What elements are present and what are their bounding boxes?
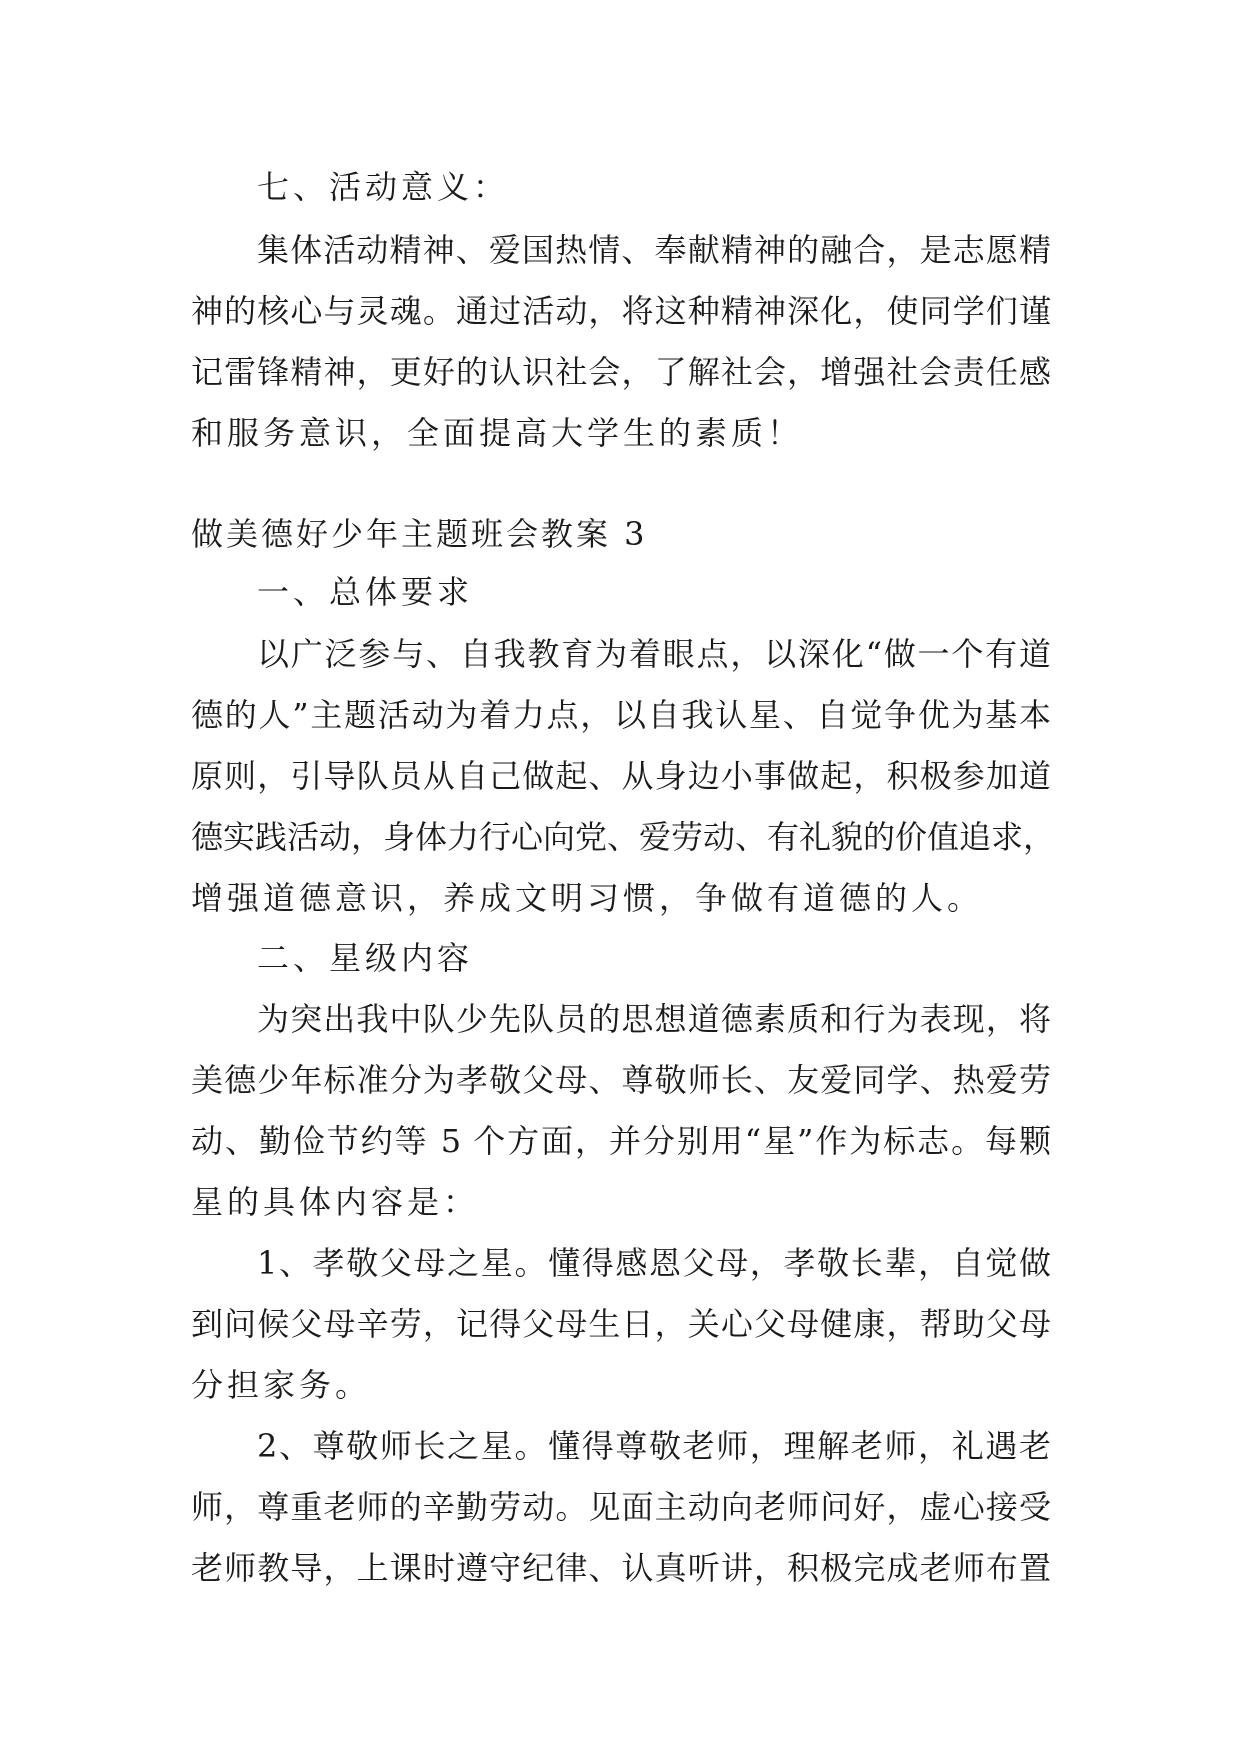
paragraph-line: 为突出我中队少先队员的思想道德素质和行为表现，将 [257,1000,1051,1038]
paragraph-line: 以广泛参与、自我教育为着眼点，以深化“做一个有道 [257,635,1051,673]
section-heading: 一、总体要求 [257,573,474,611]
paragraph-line: 德实践活动，身体力行心向党、爱劳动、有礼貌的价值追求， [191,818,1056,856]
list-item-line: 2、尊敬师长之星。懂得尊敬老师，理解老师，礼遇老 [257,1427,1051,1465]
paragraph-line: 和服务意识，全面提高大学生的素质！ [191,414,804,452]
paragraph-line: 美德少年标准分为孝敬父母、尊敬师长、友爱同学、热爱劳 [191,1061,1051,1099]
paragraph-line: 德的人”主题活动为着力点，以自我认星、自觉争优为基本 [191,696,1051,734]
section-heading: 二、星级内容 [257,939,474,977]
paragraph-line: 集体活动精神、爱国热情、奉献精神的融合，是志愿精 [257,231,1051,269]
paragraph-line: 记雷锋精神，更好的认识社会，了解社会，增强社会责任感 [191,353,1051,391]
paragraph-line: 动、勤俭节约等 5 个方面，并分别用“星”作为标志。每颗 [191,1122,1051,1160]
list-item-line: 到问候父母辛劳，记得父母生日，关心父母健康，帮助父母 [191,1305,1051,1343]
section-heading: 七、活动意义： [257,168,510,206]
list-item-line: 老师教导，上课时遵守纪律、认真听讲，积极完成老师布置 [191,1549,1051,1587]
paragraph-line: 原则，引导队员从自己做起、从身边小事做起，积极参加道 [191,757,1051,795]
list-item-line: 1、孝敬父母之星。懂得感恩父母，孝敬长辈，自觉做 [257,1244,1051,1282]
paragraph-line: 增强道德意识，养成文明习惯，争做有道德的人。 [191,879,984,917]
document-title: 做美德好少年主题班会教案 3 [191,515,648,553]
list-item-line: 师，尊重老师的辛勤劳动。见面主动向老师问好，虚心接受 [191,1488,1051,1526]
paragraph-line: 神的核心与灵魂。通过活动，将这种精神深化，使同学们谨 [191,292,1051,330]
list-item-line: 分担家务。 [191,1366,372,1404]
paragraph-line: 星的具体内容是： [191,1183,480,1221]
